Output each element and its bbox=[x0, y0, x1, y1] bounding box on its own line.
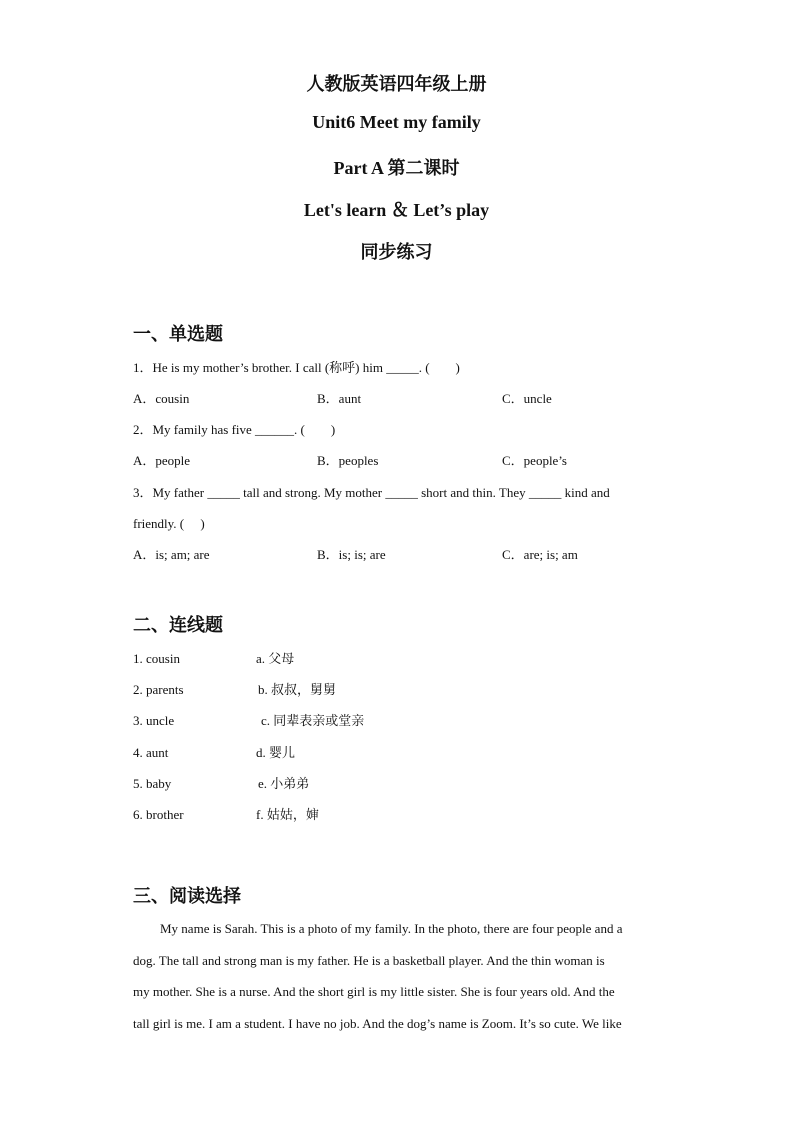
passage-line-2: dog. The tall and strong man is my father. He is a basketball player. And the thin woman is bbox=[133, 953, 605, 968]
question-3-stem-continued: friendly. ( ) bbox=[133, 516, 205, 531]
match-left-item-1: 1. cousin bbox=[133, 651, 180, 666]
question-3-stem: 3．My father _____ tall and strong. My mother _____ short and thin. They _____ kind and bbox=[133, 485, 610, 500]
passage-line-3: my mother. She is a nurse. And the short girl is my little sister. She is four years old. And the bbox=[133, 984, 615, 999]
match-right-item-d: d. 婴儿 bbox=[256, 745, 296, 760]
page-title: 人教版英语四年级上册 bbox=[306, 74, 487, 94]
section-heading-single-choice: 一、单选题 bbox=[133, 324, 223, 345]
match-right-item-b: b. 叔叔，舅舅 bbox=[258, 682, 337, 697]
question-3-option-a: A．is; am; are bbox=[133, 547, 210, 562]
passage-line-1: My name is Sarah. This is a photo of my family. In the photo, there are four people and a bbox=[160, 921, 623, 936]
match-left-item-6: 6. brother bbox=[133, 807, 184, 822]
section-heading-matching: 二、连线题 bbox=[133, 615, 223, 636]
question-3-option-c: C．are; is; am bbox=[502, 547, 578, 562]
exercise-title: 同步练习 bbox=[360, 242, 433, 262]
question-2-option-c: C．people’s bbox=[502, 453, 567, 468]
question-2-stem: 2．My family has five ______. ( ) bbox=[133, 422, 336, 437]
match-left-item-3: 3. uncle bbox=[133, 713, 175, 728]
question-1-option-a: A．cousin bbox=[133, 391, 190, 406]
match-left-item-4: 4. aunt bbox=[133, 745, 169, 760]
question-2-option-b: B．peoples bbox=[317, 453, 379, 468]
part-title: Part A 第二课时 bbox=[333, 158, 460, 178]
passage-line-4: tall girl is me. I am a student. I have no job. And the dog’s name is Zoom. It’s so cute. We like bbox=[133, 1016, 622, 1031]
lesson-title: Let's learn ＆ Let’s play bbox=[303, 200, 490, 220]
question-1-option-b: B．aunt bbox=[317, 391, 362, 406]
unit-title: Unit6 Meet my family bbox=[312, 112, 481, 132]
match-right-item-a: a. 父母 bbox=[256, 651, 295, 666]
match-left-item-5: 5. baby bbox=[133, 776, 172, 791]
question-3-option-b: B．is; is; are bbox=[317, 547, 386, 562]
match-right-item-c: c. 同辈表亲或堂亲 bbox=[261, 713, 365, 728]
match-right-item-f: f. 姑姑，婶 bbox=[256, 807, 319, 822]
match-left-item-2: 2. parents bbox=[133, 682, 184, 697]
match-right-item-e: e. 小弟弟 bbox=[258, 776, 310, 791]
section-heading-reading: 三、阅读选择 bbox=[133, 886, 241, 907]
question-1-option-c: C．uncle bbox=[502, 391, 552, 406]
question-2-option-a: A．people bbox=[133, 453, 191, 468]
question-1-stem: 1．He is my mother’s brother. I call (称呼) him _____. ( ) bbox=[133, 360, 460, 375]
